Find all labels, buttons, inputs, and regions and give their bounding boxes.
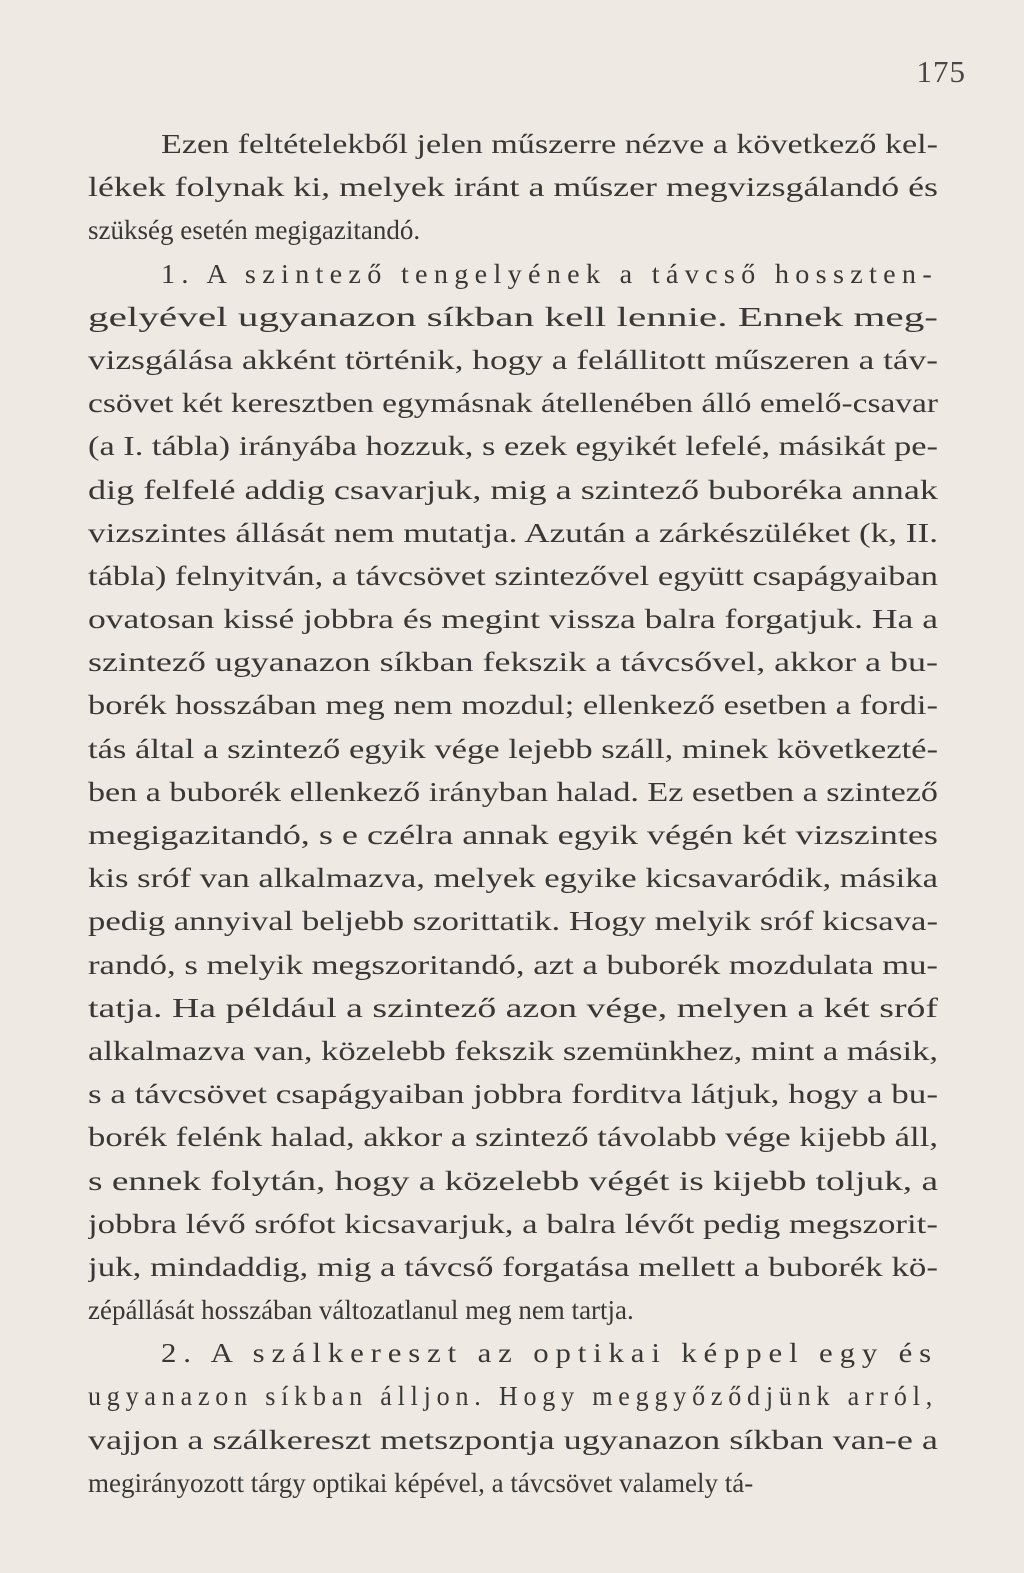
line-text: juk, mindaddig, mig a távcső forgatása mellett a buborék kö-	[88, 1251, 938, 1282]
line-text: lékek folynak ki, melyek iránt a műszer megvizsgálandó és	[88, 172, 938, 203]
text-line	[88, 857, 938, 900]
line-text: szükség esetén megigazitandó.	[88, 215, 421, 246]
line-text: ovatosan kissé jobbra és megint vissza balra forgatjuk. Ha a	[88, 604, 938, 635]
text-line	[88, 641, 938, 684]
text-line	[88, 987, 938, 1030]
line-text: megirányozott tárgy optikai képével, a távcsövet valamely tá-	[88, 1467, 754, 1498]
line-text: ben a buborék ellenkező irányban halad. Ez esetben a szintező	[88, 776, 938, 807]
line-text: pedig annyival beljebb szorittatik. Hogy melyik sróf kicsava-	[88, 906, 938, 937]
line-text: Ezen feltételekből jelen műszerre nézve a következő kel-	[161, 129, 938, 159]
text-line	[88, 339, 938, 382]
text-line	[88, 771, 938, 814]
line-text: vajjon a szálkereszt metszpontja ugyanazon síkban van-e a	[88, 1424, 938, 1455]
line-text: borék felénk halad, akkor a szintező távolabb vége kijebb áll,	[88, 1122, 938, 1153]
text-line	[88, 1419, 938, 1462]
line-text: gelyével ugyanazon síkban kell lennie. Ennek meg-	[88, 301, 938, 332]
line-text: s ennek folytán, hogy a közelebb végét is kijebb toljuk, a	[88, 1165, 938, 1196]
line-text: tatja. Ha például a szintező azon vége, melyen a két sróf	[88, 992, 938, 1023]
line-text: kis sróf van alkalmazva, melyek egyike kicsavaródik, másika	[88, 863, 938, 894]
line-text: szintező ugyanazon síkban fekszik a távcsővel, akkor a bu-	[88, 647, 938, 678]
text-line	[88, 684, 938, 727]
line-text: tás által a szintező egyik vége lejebb száll, minek következté-	[88, 733, 938, 764]
text-line	[88, 900, 938, 943]
line-text: jobbra lévő srófot kicsavarjuk, a balra lévőt pedig megszorit-	[88, 1208, 938, 1239]
line-text: vizszintes állását nem mutatja. Azután a zárkészüléket (k, II.	[88, 517, 938, 548]
text-line	[88, 512, 938, 555]
line-text: randó, s melyik megszoritandó, azt a buborék mozdulata mu-	[88, 949, 938, 980]
text-line	[88, 1116, 938, 1159]
line-text: 2. A szálkereszt az optikai képpel egy és	[161, 1338, 938, 1369]
line-text: zépállását hosszában változatlanul meg nem tartja.	[88, 1295, 634, 1326]
text-line	[88, 555, 938, 598]
line-text: vizsgálása akként történik, hogy a felállitott műszeren a táv-	[88, 344, 938, 375]
page-number: 175	[916, 54, 966, 89]
text-line	[88, 166, 938, 209]
text-line	[88, 1462, 938, 1505]
text-line	[88, 1289, 938, 1332]
text-line	[88, 1375, 938, 1418]
body-text	[88, 123, 938, 1505]
line-text: alkalmazva van, közelebb fekszik szemünkhez, mint a másik,	[88, 1035, 938, 1066]
text-line	[88, 1073, 938, 1116]
line-text: borék hosszában meg nem mozdul; ellenkező esetben a fordi-	[88, 690, 938, 721]
text-line	[88, 1203, 938, 1246]
line-text: (a I. tábla) irányába hozzuk, s ezek egyikét lefelé, másikát pe-	[88, 431, 938, 462]
text-line	[88, 123, 938, 166]
text-line	[88, 1246, 938, 1289]
line-text: s a távcsövet csapágyaiban jobbra forditva látjuk, hogy a bu-	[88, 1079, 938, 1110]
text-line	[88, 253, 938, 296]
text-line	[88, 814, 938, 857]
line-text: megigazitandó, s e czélra annak egyik végén két vizszintes	[88, 820, 938, 850]
text-line	[88, 1030, 938, 1073]
text-line	[88, 1332, 938, 1375]
text-line	[88, 425, 938, 468]
text-line	[88, 382, 938, 425]
line-text: ugyanazon síkban álljon. Hogy meggyőződjünk arról,	[88, 1381, 938, 1412]
text-line	[88, 728, 938, 771]
text-line	[88, 296, 938, 339]
text-line	[88, 1160, 938, 1203]
text-line	[88, 469, 938, 512]
text-line	[88, 209, 938, 252]
line-text: csövet két keresztben egymásnak átellenében álló emelő-csavar	[88, 388, 938, 419]
line-text: 1. A szintező tengelyének a távcső hosszten-	[161, 258, 938, 289]
line-text: dig felfelé addig csavarjuk, mig a szintező buboréka annak	[88, 474, 938, 505]
text-line	[88, 598, 938, 641]
text-line	[88, 944, 938, 987]
line-text: tábla) felnyitván, a távcsövet szintezővel együtt csapágyaiban	[88, 560, 938, 591]
